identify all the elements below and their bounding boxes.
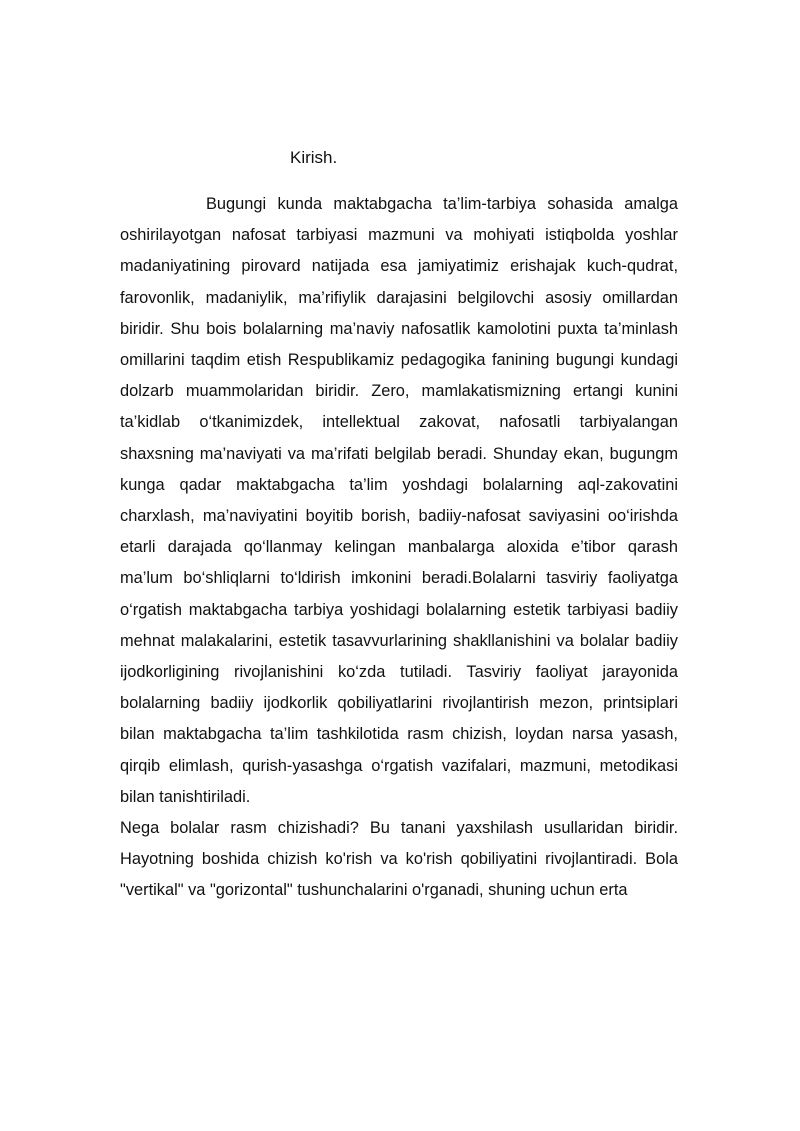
document-body	[120, 189, 678, 907]
body-paragraph-2: Nega bolalar rasm chizishadi? Bu tanani yaxshilash usullaridan biridir. Hayotning boshida chizish ko'rish va ko'rish qobiliyatini rivojlantiradi. Bola "vertikal" va "gorizontal" tushunchalarini o'rganadi, shuning uchun erta	[120, 819, 678, 900]
body-paragraph-1: Bugungi kunda maktabgacha ta’lim-tarbiya sohasida amalga oshirilayotgan nafosat tarbiyasi mazmuni va mohiyati istiqbolda yoshlar madaniyatining pirovard natijada esa jamiyatimiz erishajak kuch-qudrat, farovonlik, madaniylik, ma’rifiylik darajasini belgilovchi asosiy omillardan biridir. Shu bois bolalarning ma’naviy nafosatlik kamolotini puxta ta’minlash omillarini taqdim etish Respublikamiz pedagogika fanining bugungi kundagi dolzarb muammolaridan biridir. Zero, mamlakatismizning ertangi kunini ta’kidlab o‘tkanimizdek, intellektual zakovat, nafosatli tarbiyalangan shaxsning ma’naviyati va ma’rifati belgilab beradi. Shunday ekan, bugungm kunga qadar maktabgacha ta’lim yoshdagi bolalarning aql-zakovatini charxlash, ma’naviyatini boyitib borish, badiiy-nafosat saviyasini oo‘irishda etarli darajada qo‘llanmay kelingan manbalarga aloxida e’tibor qarash ma’lum bo‘shliqlarni to‘ldirish imkonini beradi.Bolalarni tasviriy faoliyatga o‘rgatish maktabgacha tarbiya yoshidagi bolalarning estetik tarbiyasi badiiy mehnat malakalarini, estetik tasavvurlarining shakllanishini va bolalar badiiy ijodkorligining rivojlanishini ko‘zda tutiladi. Tasviriy faoliyat jarayonida bolalarning badiiy ijodkorlik qobiliyatlarini rivojlantirish mezon, printsiplari bilan maktabgacha ta’lim tashkilotida rasm chizish, loydan narsa yasash, qirqib elimlash, qurish-yasashga o‘rgatish vazifalari, mazmuni, metodikasi bilan tanishtiriladi.	[120, 195, 678, 806]
document-title: Kirish.	[290, 148, 338, 167]
